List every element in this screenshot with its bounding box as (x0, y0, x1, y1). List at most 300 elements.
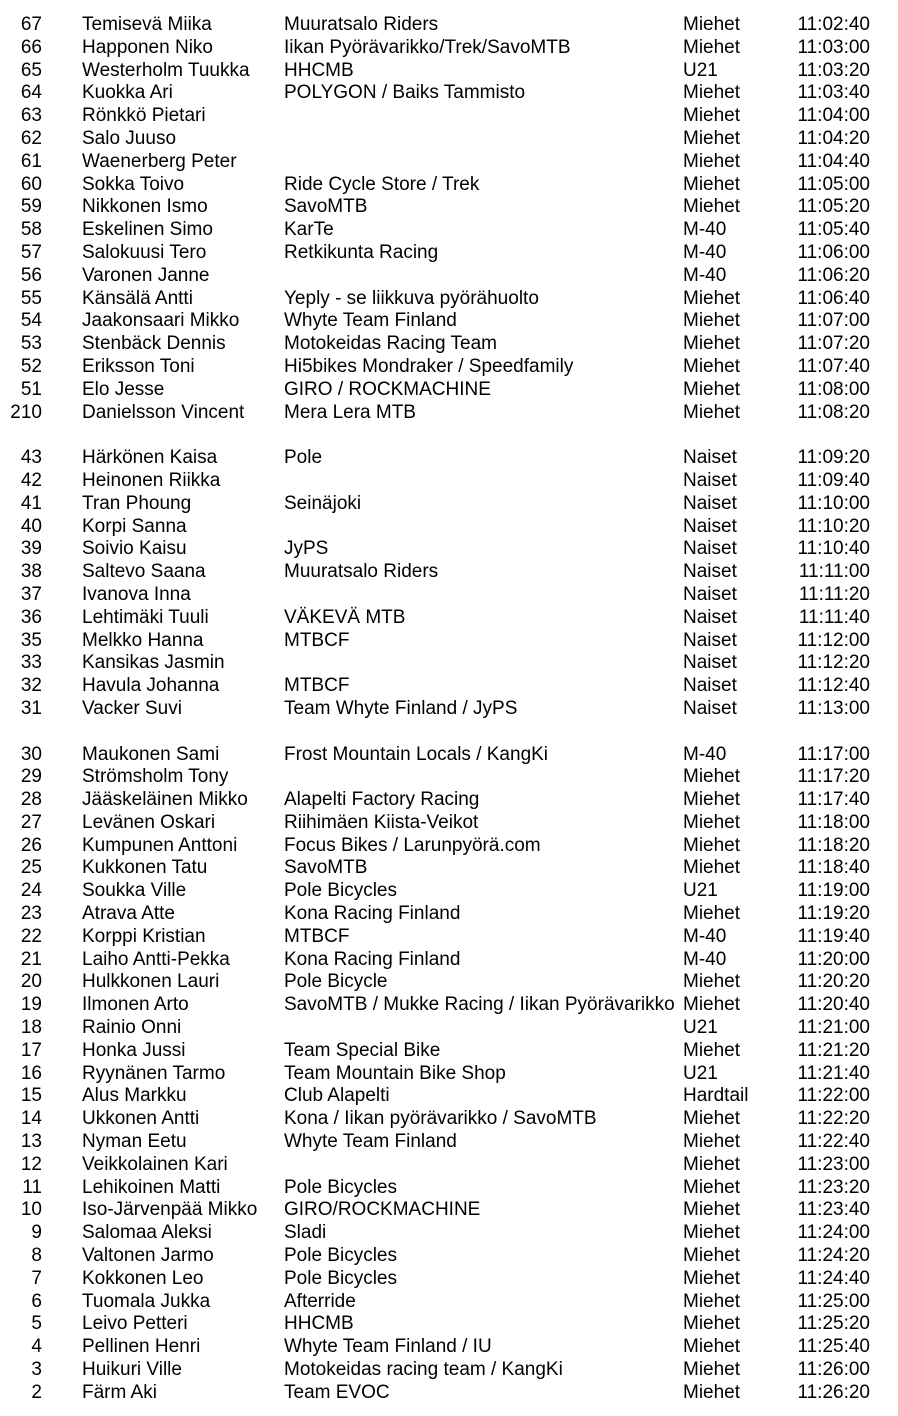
bib-number: 21 (20, 948, 42, 970)
rider-name: Eskelinen Simo (82, 219, 213, 241)
rider-name: Lehtimäki Tuuli (82, 606, 209, 628)
rider-name: Jaakonsaari Mikko (82, 310, 240, 332)
rider-name: Sokka Toivo (82, 173, 185, 195)
race-class: Miehet (683, 1313, 741, 1335)
start-time: 11:19:40 (797, 925, 870, 947)
start-list-row (0, 1245, 898, 1268)
start-group (0, 447, 898, 721)
rider-name: Melkko Hanna (82, 629, 204, 651)
race-class: Miehet (683, 1381, 741, 1403)
bib-number: 14 (20, 1108, 42, 1130)
start-time: 11:12:00 (797, 629, 870, 651)
rider-name: Nyman Eetu (82, 1131, 187, 1153)
rider-name: Kumpunen Anttoni (82, 834, 238, 856)
start-list-row (0, 1063, 898, 1086)
rider-name: Soukka Ville (82, 880, 187, 902)
rider-name: Korpi Sanna (82, 515, 187, 537)
rider-name: Salokuusi Tero (82, 241, 207, 263)
bib-number: 16 (20, 1062, 42, 1084)
start-time: 11:10:00 (797, 492, 870, 514)
race-class: Naiset (683, 538, 737, 560)
team-name: Club Alapelti (284, 1085, 390, 1107)
start-list-row (0, 994, 898, 1017)
team-name: Seinäjoki (284, 492, 362, 514)
start-time: 11:22:20 (797, 1108, 870, 1130)
start-list-row (0, 1336, 898, 1359)
start-list-row (0, 1313, 898, 1336)
bib-number: 18 (20, 1017, 42, 1039)
start-time: 11:12:40 (797, 675, 870, 697)
team-name: Pole Bicycles (284, 1267, 397, 1289)
bib-number: 42 (20, 469, 42, 491)
bib-number: 37 (20, 583, 42, 605)
start-time: 11:23:40 (797, 1199, 870, 1221)
start-list-row (0, 789, 898, 812)
bib-number: 17 (20, 1039, 42, 1061)
bib-number: 52 (20, 355, 42, 377)
race-class: Miehet (683, 14, 741, 35)
start-time: 11:21:20 (797, 1039, 870, 1061)
rider-name: Leivo Petteri (82, 1313, 188, 1335)
race-class: Naiset (683, 629, 737, 651)
start-group (0, 14, 898, 424)
start-list-row (0, 1131, 898, 1154)
start-time: 11:18:20 (797, 834, 870, 856)
rider-name: Tran Phoung (82, 492, 192, 514)
team-name: Alapelti Factory Racing (284, 789, 480, 811)
team-name: Pole Bicycles (284, 880, 397, 902)
race-class: Naiset (683, 469, 737, 491)
bib-number: 60 (20, 173, 42, 195)
start-list-row (0, 14, 898, 37)
race-class: Miehet (683, 1245, 741, 1267)
team-name: Hi5bikes Mondraker / Speedfamily (284, 355, 574, 377)
bib-number: 23 (20, 903, 42, 925)
bib-number: 5 (31, 1313, 42, 1335)
rider-name: Rönkkö Pietari (82, 105, 206, 127)
start-list-row (0, 1222, 898, 1245)
team-name: Frost Mountain Locals / KangKi (284, 743, 549, 765)
start-time: 11:20:40 (797, 994, 870, 1016)
start-time: 11:03:20 (797, 59, 870, 81)
start-list-row (0, 1108, 898, 1131)
rider-name: Vacker Suvi (82, 697, 182, 719)
start-list-row (0, 219, 898, 242)
start-time: 11:03:00 (797, 36, 870, 58)
bib-number: 39 (20, 538, 42, 560)
start-list-row (0, 242, 898, 265)
bib-number: 40 (20, 515, 42, 537)
race-class: Miehet (683, 355, 741, 377)
start-list-row (0, 516, 898, 539)
start-time: 11:10:20 (797, 515, 870, 537)
team-name: Muuratsalo Riders (284, 561, 439, 583)
team-name: Kona / Iikan pyörävarikko / SavoMTB (284, 1108, 597, 1130)
start-time: 11:04:00 (797, 105, 870, 127)
team-name: MTBCF (284, 629, 350, 651)
start-list-row (0, 128, 898, 151)
bib-number: 24 (20, 880, 42, 902)
rider-name: Kokkonen Leo (82, 1267, 204, 1289)
team-name: Retkikunta Racing (284, 241, 439, 263)
bib-number: 13 (20, 1131, 42, 1153)
race-class: Miehet (683, 994, 741, 1016)
start-list-row (0, 105, 898, 128)
race-class: Miehet (683, 789, 741, 811)
rider-name: Elo Jesse (82, 378, 165, 400)
start-list-row (0, 1268, 898, 1291)
race-class: Miehet (683, 401, 741, 423)
race-class: Miehet (683, 196, 741, 218)
race-class: Miehet (683, 173, 741, 195)
race-class: Miehet (683, 971, 741, 993)
race-class: Miehet (683, 150, 741, 172)
team-name: Yeply - se liikkuva pyörähuolto (284, 287, 539, 309)
start-time: 11:04:40 (797, 150, 870, 172)
team-name: HHCMB (284, 1313, 354, 1335)
bib-number: 6 (31, 1290, 42, 1312)
race-class: Naiset (683, 583, 737, 605)
race-class: Miehet (683, 310, 741, 332)
race-class: Miehet (683, 1290, 741, 1312)
bib-number: 55 (20, 287, 42, 309)
race-class: Miehet (683, 127, 741, 149)
race-class: Naiset (683, 492, 737, 514)
start-list-row (0, 82, 898, 105)
bib-number: 28 (20, 789, 42, 811)
rider-name: Havula Johanna (82, 675, 220, 697)
rider-name: Lehikoinen Matti (82, 1176, 221, 1198)
team-name: Team Mountain Bike Shop (284, 1062, 506, 1084)
race-class: Miehet (683, 1131, 741, 1153)
team-name: Motokeidas racing team / KangKi (284, 1359, 563, 1381)
bib-number: 15 (20, 1085, 42, 1107)
bib-number: 36 (20, 606, 42, 628)
start-list-row (0, 630, 898, 653)
start-time: 11:19:00 (797, 880, 870, 902)
start-list-row (0, 538, 898, 561)
start-list-row (0, 37, 898, 60)
team-name: HHCMB (284, 59, 354, 81)
start-time: 11:05:00 (797, 173, 870, 195)
start-time: 11:17:20 (797, 766, 870, 788)
start-list-row (0, 265, 898, 288)
race-class: Miehet (683, 766, 741, 788)
race-class: U21 (683, 1062, 718, 1084)
start-list-row (0, 675, 898, 698)
bib-number: 59 (20, 196, 42, 218)
team-name: Pole Bicycles (284, 1176, 397, 1198)
rider-name: Ukkonen Antti (82, 1108, 200, 1130)
bib-number: 29 (20, 766, 42, 788)
bib-number: 8 (31, 1245, 42, 1267)
start-time: 11:08:00 (797, 378, 870, 400)
start-time: 11:23:20 (797, 1176, 870, 1198)
team-name: MTBCF (284, 675, 350, 697)
rider-name: Ryynänen Tarmo (82, 1062, 226, 1084)
race-class: M-40 (683, 219, 727, 241)
start-list-row (0, 744, 898, 767)
race-class: Miehet (683, 82, 741, 104)
race-class: Miehet (683, 333, 741, 355)
race-class: Naiset (683, 652, 737, 674)
team-name: SavoMTB (284, 196, 368, 218)
start-list-row (0, 607, 898, 630)
team-name: Team EVOC (284, 1381, 390, 1403)
start-list-row (0, 698, 898, 721)
start-list-row (0, 60, 898, 83)
rider-name: Kuokka Ari (82, 82, 173, 104)
team-name: Pole (284, 447, 323, 469)
bib-number: 57 (20, 241, 42, 263)
start-time: 11:06:20 (797, 264, 870, 286)
bib-number: 25 (20, 857, 42, 879)
race-class: Miehet (683, 36, 741, 58)
bib-number: 54 (20, 310, 42, 332)
team-name: Kona Racing Finland (284, 903, 461, 925)
start-list-row (0, 766, 898, 789)
rider-name: Eriksson Toni (82, 355, 195, 377)
rider-name: Veikkolainen Kari (82, 1153, 228, 1175)
race-class: Miehet (683, 1039, 741, 1061)
start-list-row (0, 926, 898, 949)
team-name: KarTe (284, 219, 334, 241)
race-class: M-40 (683, 948, 727, 970)
start-time: 11:26:00 (797, 1359, 870, 1381)
start-group (0, 744, 898, 1405)
start-time: 11:07:20 (797, 333, 870, 355)
rider-name: Huikuri Ville (82, 1359, 182, 1381)
bib-number: 58 (20, 219, 42, 241)
start-list-row (0, 584, 898, 607)
bib-number: 11 (22, 1176, 42, 1198)
rider-name: Atrava Atte (82, 903, 175, 925)
race-class: Naiset (683, 447, 737, 469)
race-class: U21 (683, 880, 718, 902)
team-name: Team Whyte Finland / JyPS (284, 697, 518, 719)
bib-number: 4 (31, 1336, 42, 1358)
rider-name: Kansikas Jasmin (82, 652, 225, 674)
rider-name: Valtonen Jarmo (82, 1245, 214, 1267)
rider-name: Iso-Järvenpää Mikko (82, 1199, 258, 1221)
team-name: Motokeidas Racing Team (284, 333, 497, 355)
bib-number: 12 (20, 1153, 42, 1175)
bib-number: 2 (31, 1381, 42, 1403)
start-list-row (0, 1382, 898, 1405)
rider-name: Soivio Kaisu (82, 538, 187, 560)
bib-number: 9 (31, 1222, 42, 1244)
start-list-row (0, 1291, 898, 1314)
race-class: Miehet (683, 105, 741, 127)
race-class: Miehet (683, 1199, 741, 1221)
bib-number: 20 (20, 971, 42, 993)
start-list-row (0, 151, 898, 174)
rider-name: Nikkonen Ismo (82, 196, 208, 218)
bib-number: 19 (20, 994, 42, 1016)
start-time: 11:06:40 (797, 287, 870, 309)
start-time: 11:19:20 (797, 903, 870, 925)
team-name: Team Special Bike (284, 1039, 441, 1061)
rider-name: Saltevo Saana (82, 561, 206, 583)
team-name: Focus Bikes / Larunpyörä.com (284, 834, 541, 856)
bib-number: 26 (20, 834, 42, 856)
start-time: 11:10:40 (797, 538, 870, 560)
bib-number: 61 (20, 150, 42, 172)
start-time: 11:07:00 (797, 310, 870, 332)
team-name: Whyte Team Finland / IU (284, 1336, 492, 1358)
start-time: 11:09:20 (797, 447, 870, 469)
race-class: U21 (683, 59, 718, 81)
start-time: 11:05:40 (797, 219, 870, 241)
bib-number: 7 (31, 1267, 42, 1289)
race-class: Naiset (683, 515, 737, 537)
team-name: Whyte Team Finland (284, 1131, 457, 1153)
start-list-row (0, 1359, 898, 1382)
rider-name: Stenbäck Dennis (82, 333, 226, 355)
rider-name: Happonen Niko (82, 36, 213, 58)
rider-name: Rainio Onni (82, 1017, 182, 1039)
rider-name: Honka Jussi (82, 1039, 186, 1061)
bib-number: 30 (20, 743, 42, 765)
bib-number: 3 (31, 1359, 42, 1381)
start-list-row (0, 857, 898, 880)
race-class: Miehet (683, 834, 741, 856)
start-list-row (0, 356, 898, 379)
rider-name: Tuomala Jukka (82, 1290, 211, 1312)
start-list-row (0, 812, 898, 835)
team-name: SavoMTB (284, 857, 368, 879)
race-class: M-40 (683, 743, 727, 765)
bib-number: 66 (20, 36, 42, 58)
race-class: Miehet (683, 1359, 741, 1381)
team-name: MTBCF (284, 925, 350, 947)
team-name: Kona Racing Finland (284, 948, 461, 970)
start-time: 11:04:20 (797, 127, 870, 149)
rider-name: Danielsson Vincent (82, 401, 245, 423)
bib-number: 43 (20, 447, 42, 469)
race-class: U21 (683, 1017, 718, 1039)
rider-name: Varonen Janne (82, 264, 210, 286)
bib-number: 10 (20, 1199, 42, 1221)
team-name: Mera Lera MTB (284, 401, 416, 423)
rider-name: Salomaa Aleksi (82, 1222, 212, 1244)
rider-name: Levänen Oskari (82, 811, 216, 833)
start-list-row (0, 1177, 898, 1200)
race-class: Naiset (683, 606, 737, 628)
start-time: 11:08:20 (797, 401, 870, 423)
start-time: 11:11:00 (798, 561, 870, 583)
bib-number: 31 (20, 697, 42, 719)
rider-name: Färm Aki (82, 1381, 157, 1403)
start-list-row (0, 333, 898, 356)
start-time: 11:17:40 (797, 789, 870, 811)
bib-number: 33 (20, 652, 42, 674)
start-list-row (0, 1040, 898, 1063)
start-time: 11:11:20 (798, 583, 870, 605)
team-name: Muuratsalo Riders (284, 14, 439, 35)
bib-number: 27 (20, 811, 42, 833)
team-name: Iikan Pyörävarikko/Trek/SavoMTB (284, 36, 571, 58)
start-time: 11:23:00 (797, 1153, 870, 1175)
start-list-row (0, 1017, 898, 1040)
bib-number: 210 (10, 401, 42, 423)
rider-name: Laiho Antti-Pekka (82, 948, 230, 970)
rider-name: Heinonen Riikka (82, 469, 221, 491)
start-list-row (0, 447, 898, 470)
start-list-row (0, 652, 898, 675)
start-time: 11:22:00 (797, 1085, 870, 1107)
rider-name: Salo Juuso (82, 127, 177, 149)
rider-name: Härkönen Kaisa (82, 447, 218, 469)
race-class: M-40 (683, 241, 727, 263)
start-time: 11:20:20 (797, 971, 870, 993)
start-list-row (0, 470, 898, 493)
start-list-row (0, 310, 898, 333)
start-time: 11:26:20 (797, 1381, 870, 1403)
start-time: 11:13:00 (797, 697, 870, 719)
start-list-row (0, 288, 898, 311)
rider-name: Alus Markku (82, 1085, 187, 1107)
start-list-row (0, 1154, 898, 1177)
team-name: POLYGON / Baiks Tammisto (284, 82, 526, 104)
rider-name: Maukonen Sami (82, 743, 220, 765)
team-name: GIRO / ROCKMACHINE (284, 378, 491, 400)
start-list-row (0, 1199, 898, 1222)
rider-name: Känsälä Antti (82, 287, 193, 309)
team-name: Ride Cycle Store / Trek (284, 173, 480, 195)
bib-number: 35 (20, 629, 42, 651)
team-name: GIRO/ROCKMACHINE (284, 1199, 481, 1221)
start-list-row (0, 493, 898, 516)
bib-number: 41 (20, 492, 42, 514)
rider-name: Jääskeläinen Mikko (82, 789, 248, 811)
rider-name: Ivanova Inna (82, 583, 191, 605)
race-class: Miehet (683, 1222, 741, 1244)
team-name: JyPS (284, 538, 329, 560)
start-time: 11:03:40 (797, 82, 870, 104)
start-list-row (0, 174, 898, 197)
team-name: SavoMTB / Mukke Racing / Iikan Pyörävarikko (284, 994, 675, 1016)
start-time: 11:12:20 (797, 652, 870, 674)
start-list-row (0, 561, 898, 584)
race-class: M-40 (683, 925, 727, 947)
race-class: Miehet (683, 1336, 741, 1358)
start-time: 11:18:40 (797, 857, 870, 879)
rider-name: Temisevä Miika (82, 14, 212, 35)
race-class: Naiset (683, 675, 737, 697)
rider-name: Waenerberg Peter (82, 150, 237, 172)
start-list-row (0, 1085, 898, 1108)
start-time: 11:20:00 (797, 948, 870, 970)
team-name: Sladi (284, 1222, 327, 1244)
start-time: 11:06:00 (797, 241, 870, 263)
bib-number: 63 (20, 105, 42, 127)
start-list-document (0, 14, 898, 1405)
race-class: Miehet (683, 1153, 741, 1175)
bib-number: 56 (20, 264, 42, 286)
race-class: Miehet (683, 903, 741, 925)
bib-number: 32 (20, 675, 42, 697)
race-class: Hardtail (683, 1085, 749, 1107)
race-class: Miehet (683, 811, 741, 833)
rider-name: Kukkonen Tatu (82, 857, 208, 879)
race-class: Naiset (683, 697, 737, 719)
race-class: Naiset (683, 561, 737, 583)
start-list-row (0, 379, 898, 402)
bib-number: 67 (20, 14, 42, 35)
rider-name: Strömsholm Tony (82, 766, 229, 788)
bib-number: 64 (20, 82, 42, 104)
